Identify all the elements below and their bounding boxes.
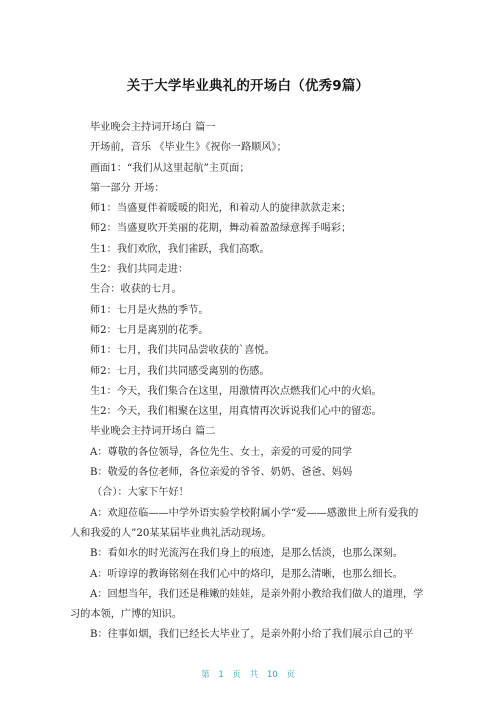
text-line: A：回想当年，我们还是稚嫩的娃娃，是亲外附小教给我们做人的道理，学 — [90, 588, 424, 600]
text-line: B：敬爱的各位老师，各位亲爱的爷爷、奶奶、爸爸、妈妈 — [90, 467, 353, 479]
text-line: 习的本领，广博的知识。 — [70, 609, 183, 621]
text-line: B：往事如烟，我们已经长大毕业了，是亲外附小给了我们展示自己的平 — [90, 629, 414, 641]
text-line: B：看如水的时光流泻在我们身上的痕迹，是那么恬淡，也那么深刻。 — [90, 548, 404, 560]
text-line: 开场前，音乐 《毕业生》《祝你一路顺风》； — [90, 142, 287, 154]
text-line: 毕业晚会主持词开场白 篇一 — [90, 122, 216, 133]
text-line: A：尊敬的各位领导，各位先生、女士，亲爱的可爱的同学 — [90, 446, 353, 458]
text-line: 人和我爱的人”20某某届毕业典礼活动现场。 — [70, 527, 272, 539]
text-line: 画面1：“我们从这里起航”主页面； — [90, 162, 250, 174]
text-line: （合）：大家下午好！ — [92, 487, 189, 499]
text-line: 师1：当盛夏伴着暖暖的阳光，和着动人的旋律款款走来； — [90, 203, 352, 215]
text-line: 师2：七月，我们共同感受离别的伤感。 — [90, 365, 270, 377]
text-line: A：欢迎莅临——中学外语实验学校附属小学“爱——感激世上所有爱我的 — [90, 507, 419, 519]
text-line: 生1：我们欢欣，我们雀跃，我们高歌。 — [90, 243, 270, 255]
text-line: 生2：今天，我们相聚在这里，用真情再次诉说我们心中的留恋。 — [90, 406, 382, 418]
document-title: 关于大学毕业典礼的开场白（优秀9篇） — [126, 78, 370, 94]
text-line: 师2：当盛夏吹开美丽的花期，舞动着盈盈绿意挥手喝彩； — [90, 223, 352, 235]
text-line: 第一部分 开场： — [90, 182, 165, 194]
text-line: 生合：收获的七月。 — [90, 284, 182, 296]
text-line: 毕业晚会主持词开场白 篇二 — [90, 426, 216, 438]
text-line: 生1：今天，我们集合在这里，用激情再次点燃我们心中的火焰。 — [90, 385, 382, 397]
page-footer: 第 1 页 共 10 页 — [201, 670, 295, 680]
text-line: 师1：七月，我们共同品尝收获的`喜悦。 — [90, 345, 275, 357]
text-line: A：听谆谆的教诲铭刻在我们心中的烙印，是那么清晰，也那么细长。 — [90, 568, 403, 580]
document-body — [70, 118, 424, 646]
text-line: 生2：我们共同走进： — [90, 264, 189, 276]
text-line: 师2：七月是离别的花季。 — [90, 324, 209, 336]
text-line: 师1：七月是火热的季节。 — [90, 304, 209, 316]
